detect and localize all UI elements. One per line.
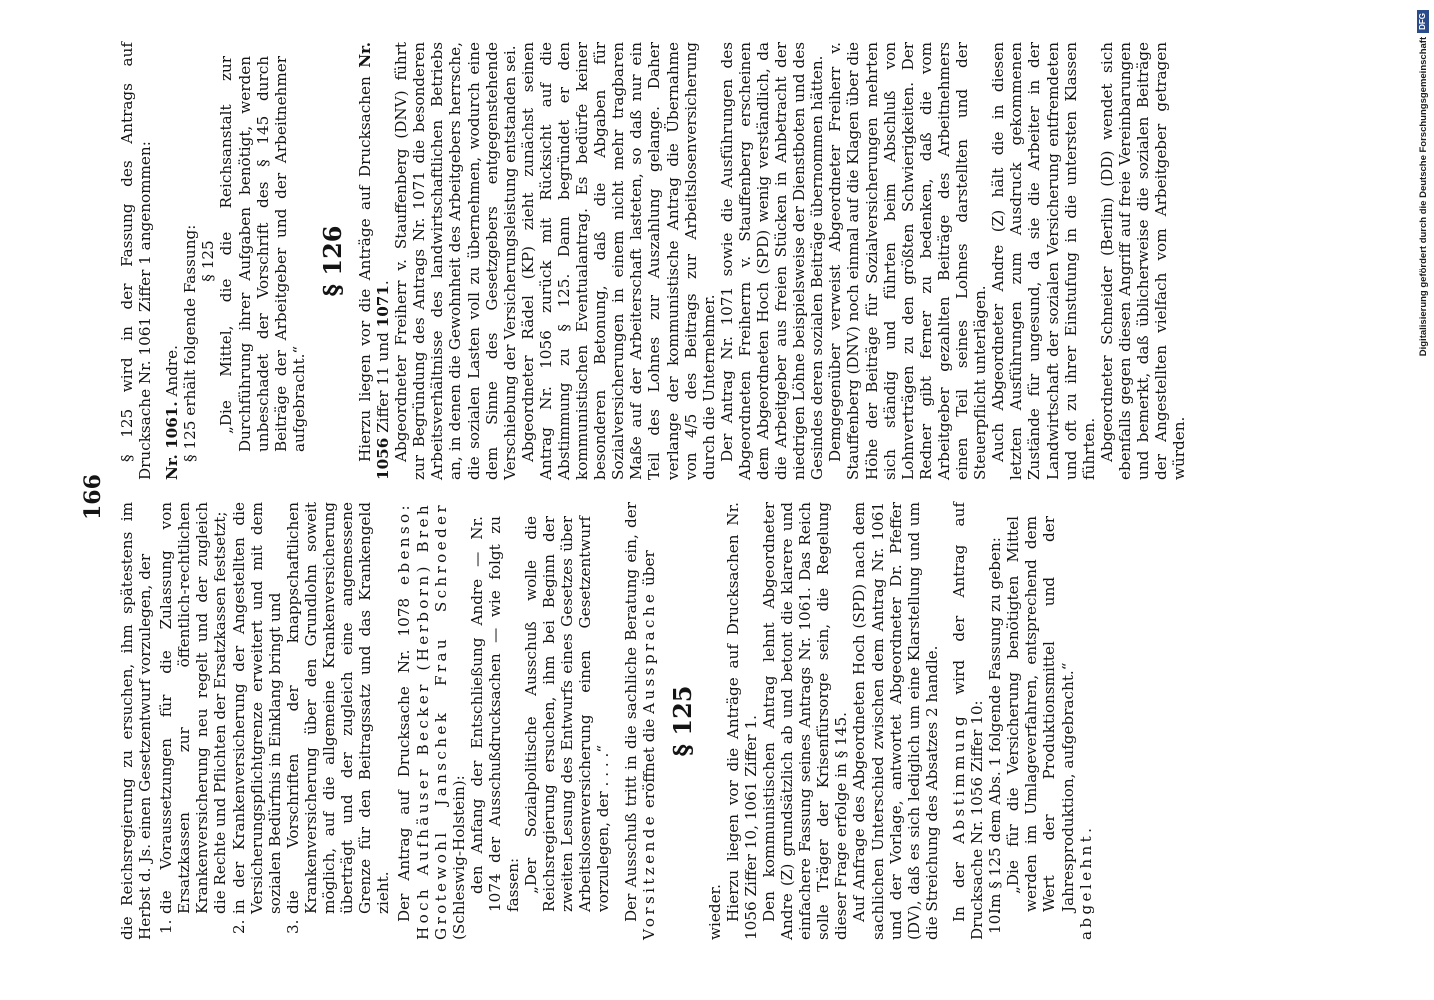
bold-run: 1071 (374, 285, 393, 328)
left-paragraph-1: die Reichsregierung zu ersuchen, ihm spätestens im Herbst d. Js. einen Gesetzentwurf vorzulegen, der (118, 502, 155, 940)
numbered-item-10 (986, 502, 1004, 940)
spacer (941, 502, 950, 940)
text-run: Andre. (163, 345, 182, 402)
section-label: § 125 (199, 240, 218, 282)
list-item-number: 1. (157, 919, 176, 934)
right-quote-1: „Die Mittel, die die Reichsanstalt zur Durchführung ihrer Aufgaben benötigt, werden unbeschadet der Vorschrift des § 145 durch Beiträge der Arbeitgeber und der Arbeitnehmer aufgebracht.“ (217, 56, 308, 452)
right-paragraph-2 (163, 42, 181, 480)
left-paragraph-4 (622, 502, 658, 940)
text-run: . (374, 280, 393, 286)
list-item (284, 502, 393, 940)
text-run: eröffnet die (639, 713, 658, 813)
right-paragraph-6: Abgeordneter Rädel (KP) zieht zunächst seinen Antrag Nr. 1056 zurück mit Rücksicht auf die Abstimmung zu § 125. Dann begründet er den kommunistischen Eventualantrag. Es bedürfe keiner besonderen Betonung, daß die Abgaben für Sozialversicherungen in einem nicht mehr tragbaren Maße auf der Arbeiterschaft lasteten, so daß nur ein Teil des Lohnes zur Auszahlung gelange. Daher verlange der kommunistische Antrag die Übernahme von 4/5 des Beitrags zur Arbeitslosenversicherung durch die Unternehmer. (518, 42, 718, 480)
left-paragraph-9 (950, 502, 986, 940)
spaced-word: Aussprache (639, 590, 658, 714)
list-item (157, 502, 229, 940)
left-quote-2: „Die für die Versicherung benötigten Mittel werden im Umlageverfahren, entsprechend dem Wert der Produktionsmittel und der Jahresproduktion, aufgebracht.“ (1004, 516, 1077, 912)
list-item-text: Im § 125 dem Abs. 1 folgende Fassung zu geben: (986, 537, 1005, 914)
left-column (118, 502, 1095, 940)
spaced-word: Abstimmung (949, 712, 968, 844)
text-run: Der Ausschuß tritt in die sachliche Beratung ein, der (621, 502, 640, 922)
list-item-number: 10. (986, 909, 1005, 934)
text-run: In der (949, 843, 968, 922)
right-paragraph-5: Abgeordneter Freiherr v. Stauffenberg (DNV) führt zur Begründung des Antrags Nr. 1071 die besonderen Arbeitsverhältnisse des landwirtschaftlichen Betriebs an, in denen die Gewohnheit des Arbeitgebers herrsche, die sozialen Lasten voll zu übernehmen, wodurch eine dem Sinne des Gesetzgebers entgegenstehende Verschiebung der Versicherungsleistung entstanden sei. (392, 42, 519, 480)
right-paragraph-10: Abgeordneter Schneider (Berlin) (DD) wendet sich ebenfalls gegen diesen Angriff auf freie Vereinbarungen und bemerkt, daß üblicherweise die sozialen Beiträge der Angestellten vielfach vom Arbeitgeber getragen würden. (1097, 42, 1189, 480)
credit-text: Digitalisierung gefördert durch die Deutsche Forschungsgemeinschaft (1417, 36, 1429, 357)
section-heading-125: § 125 (667, 685, 697, 757)
left-paragraph-6: Hierzu liegen vor die Anträge auf Drucksachen Nr. 1056 Ziffer 10, 1061 Ziffer 1. (723, 502, 760, 940)
text-run: Der Antrag auf Drucksache Nr. 1078 (395, 584, 414, 922)
list-item-number: 2. (229, 919, 248, 934)
list-item-text: die Voraussetzungen für die Zulassung von Ersatzkassen zur öffentlich-rechtlichen Krankenversicherung neu regelt und der zugleich die Rechte und Pflichten der Ersatzkassen festsetzt; (157, 502, 230, 914)
right-paragraph-8: Demgegenüber verweist Abgeordneter Freiherr v. Stauffenberg (DNV) noch einmal auf die Klagen über die Höhe der Beiträge für Sozialversicherungen mehrten sich ständig und führten beim Abschluß von Lohnverträgen zu den größten Schwierigkeiten. Der Redner gibt ferner zu bedenken, daß die vom Arbeitgeber gezahlten Beiträge des Arbeitnehmers einen Teil seines Lohnes darstellten und der Steuerpflicht unterlägen. (826, 42, 990, 480)
right-column (118, 42, 1188, 480)
text-run: über (639, 550, 658, 591)
right-paragraph-7: Der Antrag Nr. 1071 sowie die Ausführungen des Abgeordneten Freiherrn v. Stauffenberg erscheinen dem Abgeordneten Hoch (SPD) wenig verständlich, da die Arbeitgeber aus freien Stücken in Anbetracht der niedrigen Löhne beispielsweise der Dienstboten und des Gesindes deren sozialen Beiträge übernommen hätten. (717, 42, 827, 480)
digitization-credit (1416, 10, 1430, 990)
spaced-word: Vorsitzende (639, 813, 658, 940)
left-quote-1: „Der Sozialpolitische Ausschuß wolle die Reichsregierung ersuchen, ihm bei Beginn der zweiten Lesung des Entwurfs eines Gesetzes über Arbeitslosenversicherung einen Gesetzentwurf vorzulegen, der . . . .“ (522, 516, 613, 912)
text-run: (Schleswig-Holstein): (449, 775, 468, 940)
right-paragraph-9: Auch Abgeordneter Andre (Z) hält die in diesen letzten Ausführungen zum Ausdruck gekommenen Zustände für ungesund, da sie die Arbeiter in der Landwirtschaft der sozialen Versicherung entfremdeten und oft zu ihrer Einstufung in die untersten Klassen führten. (989, 42, 1098, 480)
left-paragraph-10: abgelehnt. (1076, 824, 1095, 940)
right-paragraph-4 (356, 42, 392, 480)
spaced-names: ebenso: Hoch Aufhäuser Becker (Herborn) Breh Grotewohl Janschek Frau Schroeder (395, 502, 450, 940)
left-paragraph-7: Den kommunistischen Antrag lehnt Abgeordneter Andre (Z) grundsätzlich ab und betont die klarere und einfachere Fassung seines Antrags Nr. 1061. Das Reich solle Träger der Krisenfürsorge sein, die Regelung dieser Frage erfolge in § 145. (760, 502, 851, 940)
bold-run: Nr. 1056 (355, 42, 393, 480)
left-paragraph-2 (395, 502, 467, 940)
spacer (613, 502, 622, 940)
right-paragraph-3: § 125 erhält folgende Fassung: (181, 224, 200, 462)
bold-run: Nr. 1061. (163, 401, 182, 480)
spacer (154, 42, 163, 480)
right-paragraph-1: § 125 wird in der Fassung des Antrags auf Drucksache Nr. 1061 Ziffer 1 angenommen: (118, 42, 155, 480)
list-item-number: 3. (283, 919, 302, 934)
left-paragraph-5: wieder. (705, 884, 724, 940)
list-item-text: die Vorschriften der knappschaftlichen Krankenversicherung über den Grundlohn soweit möglich, auf die allgemeine Krankenversicherung überträgt und der zugleich eine angemessene Grenze für den Beitragssatz und das Krankengeld zieht. (283, 502, 393, 914)
text-run: Ziffer 11 und (374, 327, 393, 438)
list-item-text: in der Krankenversicherung der Angestellten die Versicherungspflichtgrenze erweitert und mit dem sozialen Bedürfnis in Einklang bringt und (229, 502, 284, 914)
text-run: Hierzu liegen vor die Anträge auf Drucksachen (355, 67, 374, 462)
dfg-logo: DFG (1417, 10, 1429, 33)
list-item (230, 502, 284, 940)
section-heading-126: § 126 (317, 225, 347, 297)
text-run: wird der Antrag auf Drucksache Nr. 1056 Ziffer 10: (949, 501, 987, 940)
left-paragraph-3: den Anfang der Entschließung Andre — Nr. 1074 der Ausschußdrucksachen — wie folgt zu fassen: (467, 516, 522, 912)
demands-list (157, 502, 392, 940)
page-number: 166 (80, 474, 106, 520)
left-paragraph-8: Auf Anfrage des Abgeordneten Hoch (SPD) nach dem sachlichen Unterschied zwischen dem Antrag Nr. 1061 und der Vorlage, antwortet Abgeordneter Dr. Pfeffer (DV), daß es sich lediglich um eine Klarstellung und um die Streichung des Absatzes 2 handle. (850, 502, 941, 940)
